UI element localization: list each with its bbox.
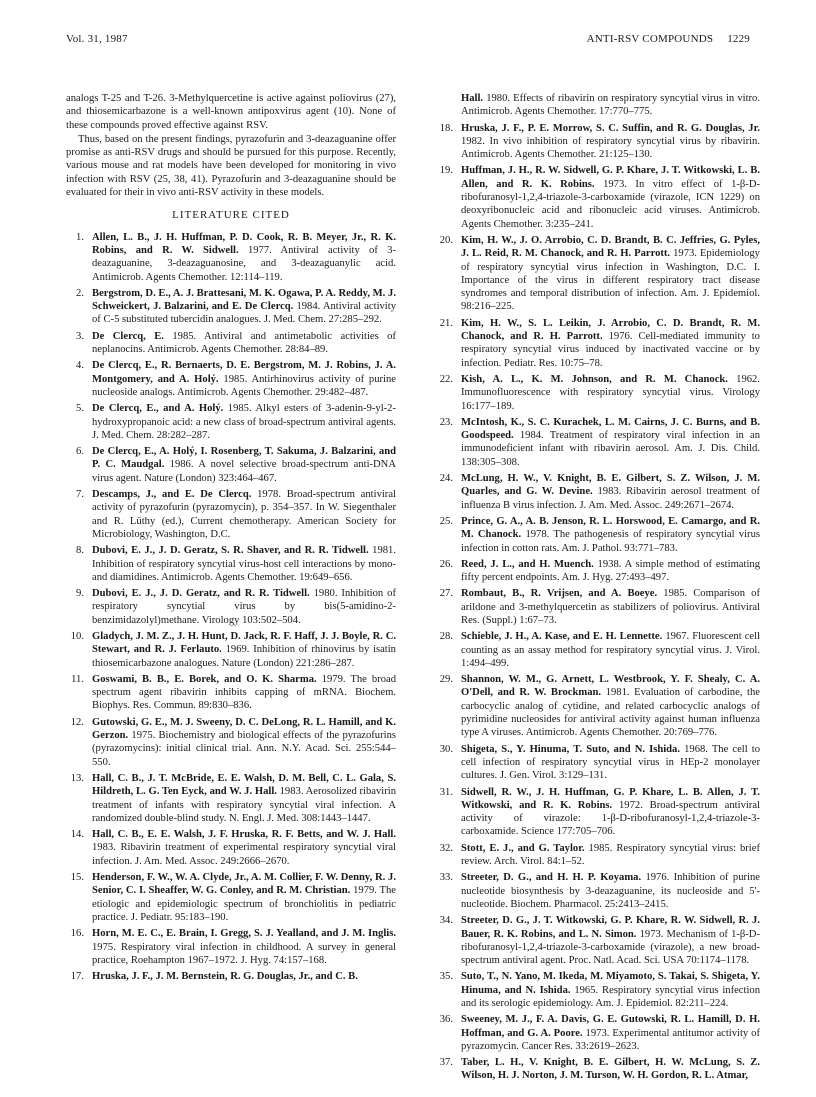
- reference-number: 22.: [439, 373, 453, 385]
- reference-number: 28.: [439, 631, 453, 643]
- reference-number: 30.: [439, 743, 453, 755]
- conclusion-text: [66, 92, 396, 199]
- paragraph: Thus, based on the present findings, pyrazofurin and 3-deazaguanine offer promise as anti-RSV drugs and should be pursued for this purpose. Recently, various mouse and rat models have been developed for monitoring in vivo infection with RSV (25, 38, 41). Pyrazofurin and 3-deazaguanine should be evaluated for their in vivo anti-RSV activity in these models.: [66, 133, 396, 199]
- reference-authors: Henderson, F. W., W. A. Clyde, Jr., A. M. Collier, F. W. Denny, R. J. Senior, C. I. Sheaffer, W. G. Conley, and R. M. Christian.: [92, 872, 396, 897]
- reference-item: [66, 630, 396, 670]
- reference-number: 7.: [76, 489, 84, 501]
- reference-number: 34.: [439, 915, 453, 927]
- reference-number: 27.: [439, 588, 453, 600]
- reference-number: 3.: [76, 330, 84, 342]
- reference-citation: 1986. A novel selective broad-spectrum anti-DNA virus agent. Nature (London) 323:464–467.: [92, 459, 396, 484]
- reference-citation: 1979. The etiologic and epidemiologic spectrum of bronchiolitis in pediatric practice. J. Pediatr. 95:183–190.: [92, 885, 396, 923]
- reference-number: 9.: [76, 588, 84, 600]
- reference-item: [435, 871, 760, 911]
- reference-authors: Horn, M. E. C., E. Brain, I. Gregg, S. J. Yealland, and J. M. Inglis.: [92, 928, 396, 940]
- reference-item: [435, 1013, 760, 1053]
- reference-citation: 1983. Ribavirin treatment of experimental respiratory syncytial viral infection. J. Am. Med. Assoc. 249:2666–2670.: [92, 842, 396, 867]
- reference-number: 20.: [439, 234, 453, 246]
- right-column: [435, 92, 760, 1086]
- reference-citation: 1975. Biochemistry and biological effects of the pyrazofurins (pyrazomycins): initial clinical trial. Ann. N.Y. Acad. Sci. 255:544–550.: [92, 730, 396, 768]
- section-heading: LITERATURE CITED: [172, 209, 290, 222]
- reference-citation: 1984. Treatment of respiratory viral infection in an immunodeficient infant with ribavirin aerosol. Am. J. Dis. Child. 138:305–308.: [461, 430, 760, 468]
- reference-authors: Hall.: [461, 93, 484, 104]
- reference-citation: 1978. Broad-spectrum antiviral activity of pyrazofurin (pyrazomycin), p. 354–357. In W. Siegenthaler and R. Lüthy (ed.), Current chemotherapy. American Society for Microbiology, Washington, D.C.: [92, 489, 396, 540]
- reference-item: [66, 488, 396, 541]
- reference-citation: 1938. A simple method of estimating fifty percent endpoints. Am. J. Hyg. 27:493–497.: [461, 558, 760, 584]
- reference-number: 2.: [76, 287, 84, 299]
- reference-number: 25.: [439, 515, 453, 527]
- reference-item: [66, 359, 396, 399]
- reference-authors: Sweeney, M. J., F. A. Davis, G. E. Gutowski, R. L. Hamill, D. H. Hoffman, and G. A. Poore.: [461, 1014, 760, 1039]
- reference-item: [435, 786, 760, 839]
- reference-item: [66, 445, 396, 485]
- reference-item: [435, 558, 760, 585]
- reference-item: [66, 970, 396, 983]
- reference-citation: 1979. The broad spectrum agent ribavirin inhibits capping of mRNA. Biochem. Biophys. Res. Commun. 89:830–836.: [92, 673, 397, 712]
- reference-item: [435, 122, 760, 162]
- reference-authors: Hruska, J. F., J. M. Bernstein, R. G. Douglas, Jr., and C. B.: [92, 971, 358, 983]
- reference-number: 14.: [70, 829, 84, 841]
- reference-authors: Streeter, D. G., J. T. Witkowski, G. P. Khare, R. W. Sidwell, R. J. Bauer, R. K. Robins, and L. N. Simon.: [461, 915, 760, 940]
- reference-number: 21.: [439, 317, 453, 329]
- reference-item: [66, 402, 396, 442]
- reference-item: [435, 1056, 760, 1083]
- reference-item: [435, 515, 760, 555]
- reference-citation: 1968. The cell to cell infection of respiratory syncytial virus in HEp-2 monolayer cultures. J. Gen. Virol. 3:129–131.: [461, 743, 760, 782]
- reference-item: [66, 716, 396, 769]
- reference-citation: 1965. Respiratory syncytial virus infection and its serologic epidemiology. Am. J. Epidemiol. 82:211–224.: [461, 984, 760, 1009]
- reference-item: [435, 630, 760, 670]
- reference-citation: 1967. Fluorescent cell counting as an assay method for respiratory syncytial virus. J. Virol. 1:494–499.: [461, 631, 760, 669]
- reference-item: [66, 871, 396, 924]
- reference-authors: Gutowski, G. E., M. J. Sweeny, D. C. DeLong, R. L. Hamill, and K. Gerzon.: [92, 716, 396, 742]
- reference-authors: Gladych, J. M. Z., J. H. Hunt, D. Jack, R. F. Haff, J. J. Boyle, R. C. Stewart, and R. J. Ferlauto.: [92, 630, 396, 656]
- reference-authors: De Clercq, E., R. Bernaerts, D. E. Bergstrom, M. J. Robins, J. A. Montgomery, and A. Holý.: [92, 360, 396, 385]
- reference-item: [66, 231, 396, 284]
- reference-citation: 1969. Inhibition of rhinovirus by isatin thiosemicarbazone analogues. Nature (London) 221:286–287.: [92, 644, 396, 669]
- reference-authors: Rombaut, B., R. Vrijsen, and A. Boeye.: [461, 588, 658, 600]
- reference-item: [66, 287, 396, 327]
- running-title: ANTI-RSV COMPOUNDS: [586, 33, 714, 45]
- paragraph: analogs T-25 and T-26. 3-Methylquercetine is active against poliovirus (27), and thiosemicarbazone is a well-known antipoxvirus agent (10). None of these compounds proved effective against RSV.: [66, 93, 396, 131]
- reference-item: [435, 587, 760, 627]
- running-header-right: [587, 33, 750, 45]
- reference-citation: 1977. Antiviral activity of 3-deazaguanine, 3-deazaguanosine, and 3-deazaguanylic acid. Antimicrob. Agents Chemother. 12:114–119.: [92, 244, 396, 283]
- reference-authors: Schieble, J. H., A. Kase, and E. H. Lennette.: [461, 631, 663, 643]
- reference-authors: Allen, L. B., J. H. Huffman, P. D. Cook, R. B. Meyer, Jr., R. K. Robins, and R. W. Sidwell.: [92, 231, 396, 256]
- reference-authors: Taber, L. H., V. Knight, B. E. Gilbert, H. W. McLung, S. Z. Wilson, H. J. Norton, J. M. Turson, W. H. Gordon, R. L. Atmar,: [461, 1057, 760, 1082]
- reference-number: 8.: [76, 545, 84, 557]
- reference-authors: Bergstrom, D. E., A. J. Brattesani, M. K. Ogawa, P. A. Reddy, M. J. Schweickert, J. Balzarini, and E. De Clercq.: [92, 287, 396, 313]
- reference-number: 5.: [76, 403, 84, 415]
- reference-item: [435, 914, 760, 967]
- reference-authors: McLung, H. W., V. Knight, B. E. Gilbert, S. Z. Wilson, J. M. Quarles, and G. W. Devine.: [461, 473, 760, 498]
- reference-citation: 1983. Aerosolized ribavirin treatment of infants with respiratory syncytial viral infection. A randomized double-blind study. N. Engl. J. Med. 308:1443–1447.: [92, 786, 396, 824]
- reference-item: [66, 828, 396, 868]
- reference-citation: 1981. Inhibition of respiratory syncytial virus-host cell interactions by mono- and diamidines. Antimicrob. Agents Chemother. 19:649–656.: [92, 545, 396, 583]
- reference-citation: 1978. The pathogenesis of respiratory syncytial virus infection in cotton rats. Am. J. Pathol. 93:771–783.: [461, 529, 760, 554]
- reference-number: 17.: [70, 971, 84, 983]
- reference-citation: 1973. Experimental antitumor activity of pyrazomycin. Cancer Res. 33:2619–2623.: [461, 1027, 760, 1052]
- reference-authors: Prince, G. A., A. B. Jenson, R. L. Horswood, E. Camargo, and R. M. Chanock.: [461, 515, 760, 541]
- reference-authors: Dubovi, E. J., J. D. Geratz, and R. R. Tidwell.: [92, 588, 310, 600]
- reference-authors: Streeter, D. G., and H. H. P. Koyama.: [461, 872, 642, 884]
- reference-authors: Kim, H. W., J. O. Arrobio, C. D. Brandt, B. C. Jeffries, G. Pyles, J. L. Reid, R. M. Chanock, and R. H. Parrott.: [461, 234, 760, 260]
- reference-citation: 1982. In vivo inhibition of respiratory syncytial virus by ribavirin. Antimicrob. Agents Chemother. 21:125–130.: [461, 135, 760, 161]
- reference-citation: 1980. Inhibition of respiratory syncytial virus by bis(5-amidino-2-benzimidazolyl)methane. Virology 103:502–504.: [92, 588, 396, 626]
- reference-authors: Kish, A. L., K. M. Johnson, and R. M. Chanock.: [461, 373, 728, 385]
- reference-number: 10.: [70, 630, 84, 642]
- reference-item: [435, 472, 760, 512]
- reference-item: [435, 842, 760, 869]
- reference-authors: Shigeta, S., Y. Hinuma, T. Suto, and N. Ishida.: [461, 743, 681, 755]
- reference-authors: Huffman, J. H., R. W. Sidwell, G. P. Khare, J. T. Witkowski, L. B. Allen, and R. K. Robins.: [461, 165, 760, 190]
- reference-authors: De Clercq, E.: [92, 330, 164, 342]
- reference-authors: Suto, T., N. Yano, M. Ikeda, M. Miyamoto, S. Takai, S. Shigeta, Y. Hinuma, and N. Ishida.: [461, 971, 760, 996]
- reference-citation: 1972. Broad-spectrum antiviral activity of virazole: 1-β-D-ribofuranosyl-1,2,4-triazole-3-carboxamide. Science 177:705–706.: [461, 799, 760, 838]
- reference-number: 4.: [76, 360, 84, 372]
- reference-citation: 1981. Evaluation of carbodine, the carbocyclic analog of cytidine, and related carbocyclic analogs of pyrimidine nucleosides for antiviral activity against human influenza type A viruses. Antimicrob. Agents Chemother. 20:769–776.: [461, 687, 760, 739]
- reference-number: 24.: [439, 473, 453, 485]
- reference-authors: Shannon, W. M., G. Arnett, L. Westbrook, Y. F. Shealy, C. A. O'Dell, and R. W. Brockman.: [461, 674, 760, 699]
- reference-number: 36.: [439, 1014, 453, 1026]
- reference-item: [66, 587, 396, 627]
- page-number: 1229: [727, 33, 750, 45]
- reference-item: [435, 92, 760, 119]
- reference-citation: 1985. Alkyl esters of 3-adenin-9-yl-2-hydroxypropanoic acid: a new class of broad-spectrum antiviral agents. J. Med. Chem. 28:282–287.: [92, 403, 396, 441]
- reference-authors: Goswami, B. B., E. Borek, and O. K. Sharma.: [92, 673, 317, 685]
- reference-citation: 1976. Inhibition of purine nucleotide biosynthesis by 3-deazaguanine, its nucleoside and 5'-nucleotide. Biochem. Pharmacol. 25:2413–2415.: [461, 872, 760, 910]
- reference-authors: Descamps, J., and E. De Clercq.: [92, 489, 252, 501]
- reference-authors: Kim, H. W., S. L. Leikin, J. Arrobio, C. D. Brandt, R. M. Chanock, and R. H. Parrott.: [461, 317, 760, 343]
- reference-item: [435, 743, 760, 783]
- reference-item: [435, 164, 760, 230]
- left-column: [66, 92, 396, 986]
- volume-label: Vol. 31, 1987: [66, 33, 128, 45]
- reference-item: [435, 234, 760, 314]
- reference-number: 12.: [70, 716, 84, 728]
- reference-authors: Sidwell, R. W., J. H. Huffman, G. P. Khare, L. B. Allen, J. T. Witkowski, and R. K. Robins.: [461, 786, 760, 811]
- reference-item: [435, 970, 760, 1010]
- reference-number: 1.: [76, 231, 84, 243]
- reference-item: [435, 416, 760, 469]
- reference-authors: Hruska, J. F., P. E. Morrow, S. C. Suffin, and R. G. Douglas, Jr.: [461, 122, 760, 134]
- reference-authors: McIntosh, K., S. C. Kurachek, L. M. Cairns, J. C. Burns, and B. Goodspeed.: [461, 416, 760, 442]
- running-header-left: [66, 33, 128, 45]
- reference-authors: Stott, E. J., and G. Taylor.: [461, 842, 585, 854]
- reference-item: [66, 330, 396, 357]
- reference-citation: 1985. Antirhinovirus activity of purine nucleoside analogs. Antimicrob. Agents Chemother. 29:482–487.: [92, 373, 396, 398]
- reference-number: 18.: [439, 122, 453, 134]
- reference-number: 15.: [70, 872, 84, 884]
- reference-authors: De Clercq, E., A. Holý, I. Rosenberg, T. Sakuma, J. Balzarini, and P. C. Maudgal.: [92, 446, 396, 471]
- reference-list-left: [66, 231, 396, 984]
- reference-item: [435, 317, 760, 370]
- reference-number: 16.: [70, 928, 84, 940]
- reference-item: [66, 772, 396, 825]
- reference-item: [66, 544, 396, 584]
- reference-number: 29.: [439, 674, 453, 686]
- reference-citation: 1985. Comparison of arildone and 3-methylquercetin as stabilizers of poliovirus. Antiviral Res. (Suppl.) 1:67–73.: [461, 588, 760, 626]
- reference-list-right: [435, 92, 760, 1083]
- reference-authors: Dubovi, E. J., J. D. Geratz, S. R. Shaver, and R. R. Tidwell.: [92, 545, 369, 557]
- reference-citation: 1976. Cell-mediated immunity to respiratory syncytial virus induced by inactivated vaccine or by infection. Pediatr. Res. 10:75–78.: [461, 331, 760, 369]
- reference-authors: Hall, C. B., J. T. McBride, E. E. Walsh, D. M. Bell, C. L. Gala, S. Hildreth, L. G. Ten Eyck, and W. J. Hall.: [92, 772, 396, 798]
- reference-item: [435, 673, 760, 739]
- reference-number: 6.: [76, 446, 84, 458]
- reference-citation: 1985. Respiratory syncytial virus: brief review. Arch. Virol. 84:1–52.: [461, 842, 760, 868]
- reference-number: 32.: [439, 842, 453, 854]
- reference-citation: 1983. Ribavirin aerosol treatment of influenza B virus infection. J. Am. Med. Assoc. 249:2671–2674.: [461, 486, 760, 511]
- reference-citation: 1985. Antiviral and antimetabolic activities of neplanocins. Antimicrob. Agents Chemother. 28:84–89.: [92, 330, 396, 356]
- reference-item: [66, 673, 396, 713]
- reference-number: 19.: [439, 165, 453, 177]
- reference-citation: 1962. Immunofluorescence with respiratory syncytial virus. Virology 16:177–189.: [461, 373, 760, 412]
- reference-citation: 1973. Mechanism of 1-β-D-ribofuranosyl-1,2,4-triazole-3-carboxamide (virazole), a new broad-spectrum antiviral agent. Proc. Natl. Acad. Sci. USA 70:1174–1178.: [461, 928, 760, 967]
- reference-number: 33.: [439, 872, 453, 884]
- reference-authors: Hall, C. B., E. E. Walsh, J. F. Hruska, R. F. Betts, and W. J. Hall.: [92, 829, 396, 841]
- reference-citation: 1984. Antiviral activity of C-5 substituted tubercidin analogues. J. Med. Chem. 27:285–292.: [92, 301, 396, 326]
- reference-number: 11.: [71, 673, 84, 685]
- reference-item: [435, 373, 760, 413]
- reference-number: 31.: [439, 786, 453, 798]
- reference-citation: 1980. Effects of ribavirin on respiratory syncytial virus in vitro. Antimicrob. Agents Chemother. 17:770–775.: [461, 93, 760, 118]
- reference-authors: De Clercq, E., and A. Holý.: [92, 403, 224, 415]
- reference-number: 23.: [439, 416, 453, 428]
- reference-number: 35.: [439, 971, 453, 983]
- reference-citation: 1975. Respiratory viral infection in childhood. A survey in general practice, Roehampton 1967–1972. J. Hyg. 74:157–168.: [92, 941, 396, 966]
- reference-item: [66, 927, 396, 967]
- reference-authors: Reed, J. L., and H. Muench.: [461, 558, 594, 570]
- reference-number: 26.: [439, 558, 453, 570]
- reference-citation: 1973. Epidemiology of respiratory syncytial virus infection in Washington, D.C. I. Importance of the virus in different respiratory tract disease syndromes and temporal distribution of infection. Am. J. Epidemiol. 98:216–225.: [461, 248, 760, 313]
- reference-citation: 1973. In vitro effect of 1-β-D-ribofuranosyl-1,2,4-triazole-3-carboxamide (virazole, ICN 1229) on deoxyribonucleic acid and ribonucleic acid viruses. Antimicrob. Agents Chemother. 3:235–241.: [461, 178, 760, 230]
- reference-number: 13.: [70, 772, 84, 784]
- reference-number: 37.: [439, 1057, 453, 1069]
